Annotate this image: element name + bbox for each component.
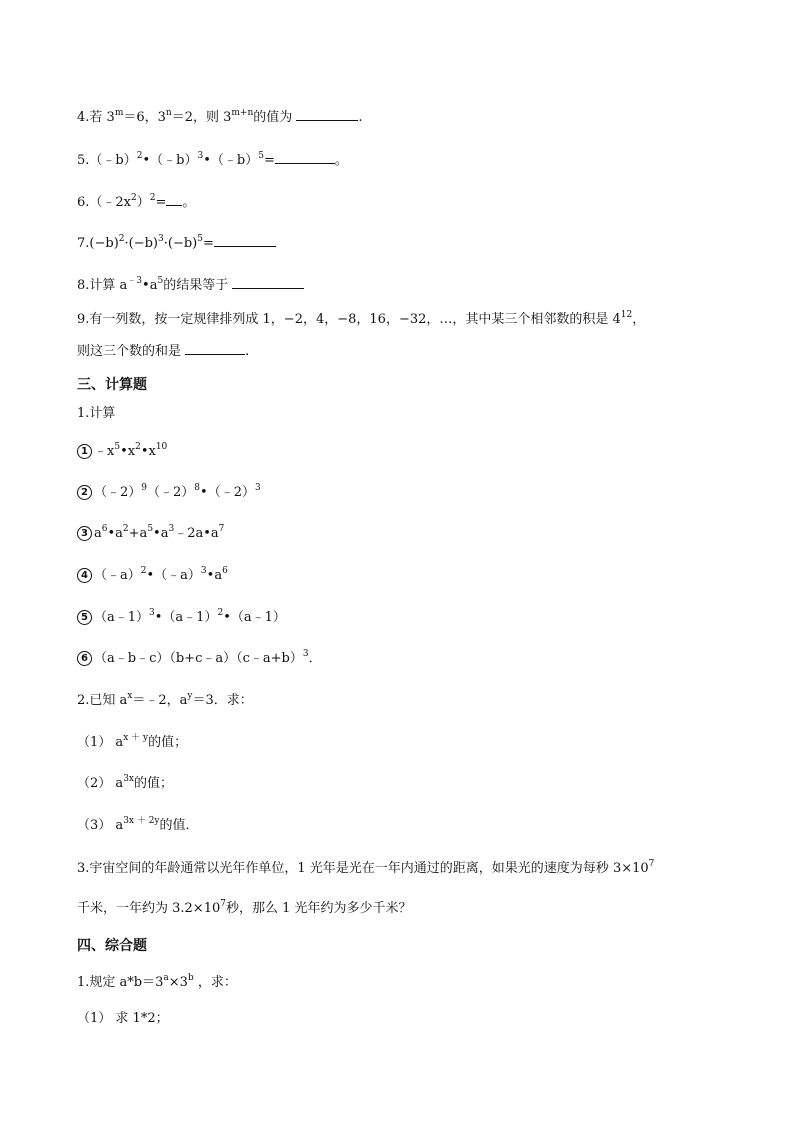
question-4: 4.若 $3^m=6$，$3^n=2$，则 $3^{m+n}$的值为 . [77,107,363,125]
question-6: $6.(﹣2x^2)^2=$ 。 [77,192,196,210]
calc-question-2-part-1: （1） $a^{x + y}$的值； [77,732,188,750]
calc-question-2-part-3: （3） $a^{3x + 2y}$的值． [77,815,199,833]
answer-blank[interactable] [232,276,304,289]
calc-question-2-part-2: （2） $a^{3x}$的值； [77,773,174,791]
calc-question-2: 2.已知 $a^x=﹣2$，$a^y=3$．求： [77,690,253,708]
question-8: 8.计算 $a^{﹣3}•a^5$的结果等于 [77,276,304,295]
calc-question-3-line1: 3.宇宙空间的年龄通常以光年作单位，1 光年是光在一年内通过的距离，如果光的速度为每秒 $3\times 10^7$ [77,858,655,876]
answer-blank[interactable] [296,108,358,121]
question-5: 5.（﹣b）$^2$•（﹣b）$^3$•（﹣b）$^5$= 。 [77,150,348,168]
answer-blank[interactable] [166,193,182,206]
answer-blank[interactable] [214,234,276,247]
calc-item-1: 1 $﹣x^5•x^2•x^{10}$ [77,443,167,461]
calc-item-6: 6 （a﹣b﹣c）（b+c﹣a）（c﹣a+b）$^3$． [77,650,322,668]
calc-question-3-line2: 千米，一年约为 $3.2\times 10^7$秒，那么 1 光年约为多少千米？ [77,898,412,916]
circled-number: 5 [77,610,92,625]
calc-item-4: 4 $(﹣a)^2•(﹣a)^3•a^6$ [77,567,228,585]
question-7: $7.(-b)^2\cdot(-b)^3\cdot(-b)^5=$ [77,234,276,253]
answer-blank[interactable] [275,151,335,164]
calc-item-5: 5 （a﹣1）$^3$•（a﹣1）$^2$•（a﹣1） [77,609,286,627]
circled-number: 4 [77,568,92,583]
question-9-line1: 9.有一列数，按一定规律排列成 1，−2，4，−8，16，−32，…，其中某三个相邻数的积是 $4^{12}$， [77,309,646,327]
calc-item-2: 2 （﹣2）$^9$（﹣2）$^8$•（﹣2）$^3$ [77,484,261,502]
calc-question-1-label: 1.计算 [77,406,116,421]
composite-question-1: 1.规定 $a*b=3^a\times 3^b$ ，求： [77,972,237,990]
circled-number: 3 [77,526,92,541]
circled-number: 1 [77,444,92,459]
calc-item-3: 3 $a^6•a^2+a^5•a^3﹣2a•a^7$ [77,525,224,543]
answer-blank[interactable] [185,342,245,355]
question-9-line2: 则这三个数的和是 . [77,344,250,359]
composite-question-1-part-1: （1） 求 1*2； [77,1011,169,1026]
section-4-title: 四、综合题 [77,938,147,954]
circled-number: 6 [77,651,92,666]
circled-number: 2 [77,485,92,500]
section-3-title: 三、计算题 [77,377,147,393]
